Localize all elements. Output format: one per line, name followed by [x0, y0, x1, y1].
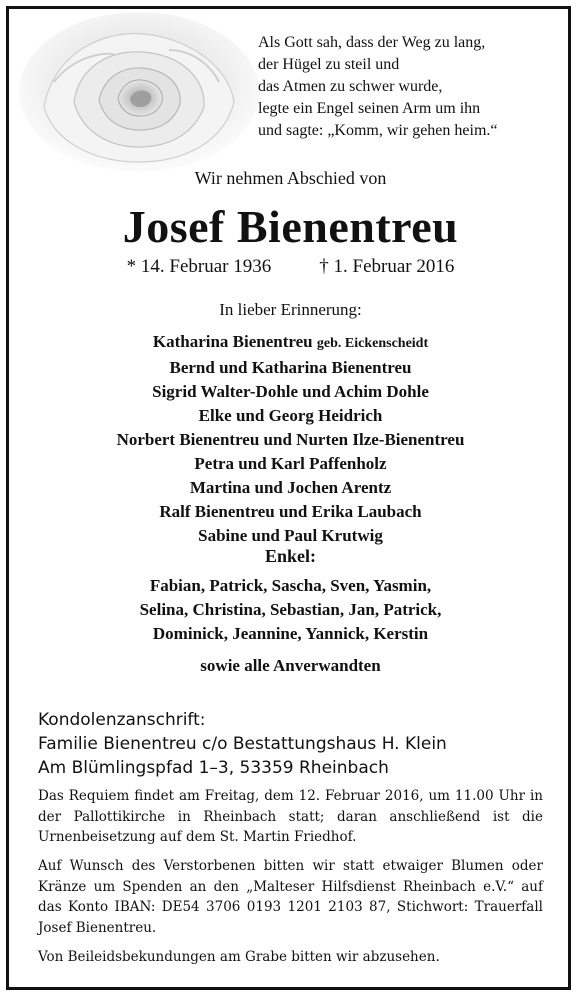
- poem-line: Als Gott sah, dass der Weg zu lang,: [258, 34, 486, 51]
- grandchildren-line: Selina, Christina, Sebastian, Jan, Patrick,: [139, 600, 442, 619]
- life-dates: [0, 256, 581, 278]
- mourner-line: Norbert Bienentreu und Nurten Ilze-Bienentreu: [116, 430, 465, 449]
- poem-line: der Hügel zu steil und: [258, 56, 400, 73]
- relatives-line: sowie alle Anverwandten: [200, 656, 381, 675]
- mourner-line: Sabine und Paul Krutwig: [198, 526, 383, 545]
- condolence-address: [38, 708, 447, 780]
- mourner-line: Petra und Karl Paffenholz: [194, 454, 387, 473]
- condolence-request: Von Beileidsbekundungen am Grabe bitten wir abzusehen.: [38, 949, 440, 965]
- grandchildren-list: [0, 574, 581, 646]
- poem-line: das Atmen zu schwer wurde,: [258, 78, 443, 95]
- poem-line: und sagte: „Komm, wir gehen heim.“: [258, 122, 498, 139]
- address-heading: Kondolenzanschrift:: [38, 710, 206, 730]
- memory-heading: In lieber Erinnerung:: [219, 300, 362, 319]
- mourners-list: [0, 330, 581, 548]
- poem-line: legte ein Engel seinen Arm um ihn: [258, 100, 481, 117]
- death-date: † 1. Februar 2016: [319, 256, 455, 277]
- grandchildren-line: Fabian, Patrick, Sascha, Sven, Yasmin,: [149, 576, 432, 595]
- mourner-line: Elke und Georg Heidrich: [198, 406, 383, 425]
- deceased-name: Josef Bienentreu: [122, 201, 459, 252]
- grandchildren-line: Dominick, Jeannine, Yannick, Kerstin: [152, 624, 429, 643]
- maiden-name-note: geb. Eickenscheidt: [316, 336, 429, 351]
- rose-image: [14, 12, 264, 172]
- intro-line: Wir nehmen Abschied von: [194, 168, 387, 188]
- birth-date: * 14. Februar 1936: [126, 256, 272, 277]
- mourner-line: Bernd und Katharina Bienentreu: [169, 358, 412, 377]
- mourner-line: Ralf Bienentreu und Erika Laubach: [159, 502, 422, 521]
- grandchildren-heading: Enkel:: [264, 546, 316, 566]
- requiem-paragraph: Das Requiem findet am Freitag, dem 12. Februar 2016, um 11.00 Uhr in der Pallottikirche in Rheinbach statt; daran anschließend ist die Urnenbeisetzung auf dem St. Martin Friedhof.: [38, 788, 543, 845]
- donation-paragraph: Auf Wunsch des Verstorbenen bitten wir statt etwaiger Blumen oder Kränze um Spenden an den „Malteser Hilfsdienst Rheinbach e.V.“ auf das Konto IBAN: DE54 3706 0193 1201 2103 87, Stichwort: Trauerfall Josef Bienentreu.: [38, 858, 543, 936]
- address-line: Am Blümlingspfad 1–3, 53359 Rheinbach: [38, 758, 389, 778]
- poem: [258, 32, 558, 142]
- address-line: Familie Bienentreu c/o Bestattungshaus H. Klein: [38, 734, 447, 754]
- mourner-line: Martina und Jochen Arentz: [189, 478, 392, 497]
- mourner-line: [0, 330, 581, 356]
- mourner-line: Sigrid Walter-Dohle und Achim Dohle: [152, 382, 429, 401]
- mourner-name: Katharina Bienentreu: [152, 332, 313, 351]
